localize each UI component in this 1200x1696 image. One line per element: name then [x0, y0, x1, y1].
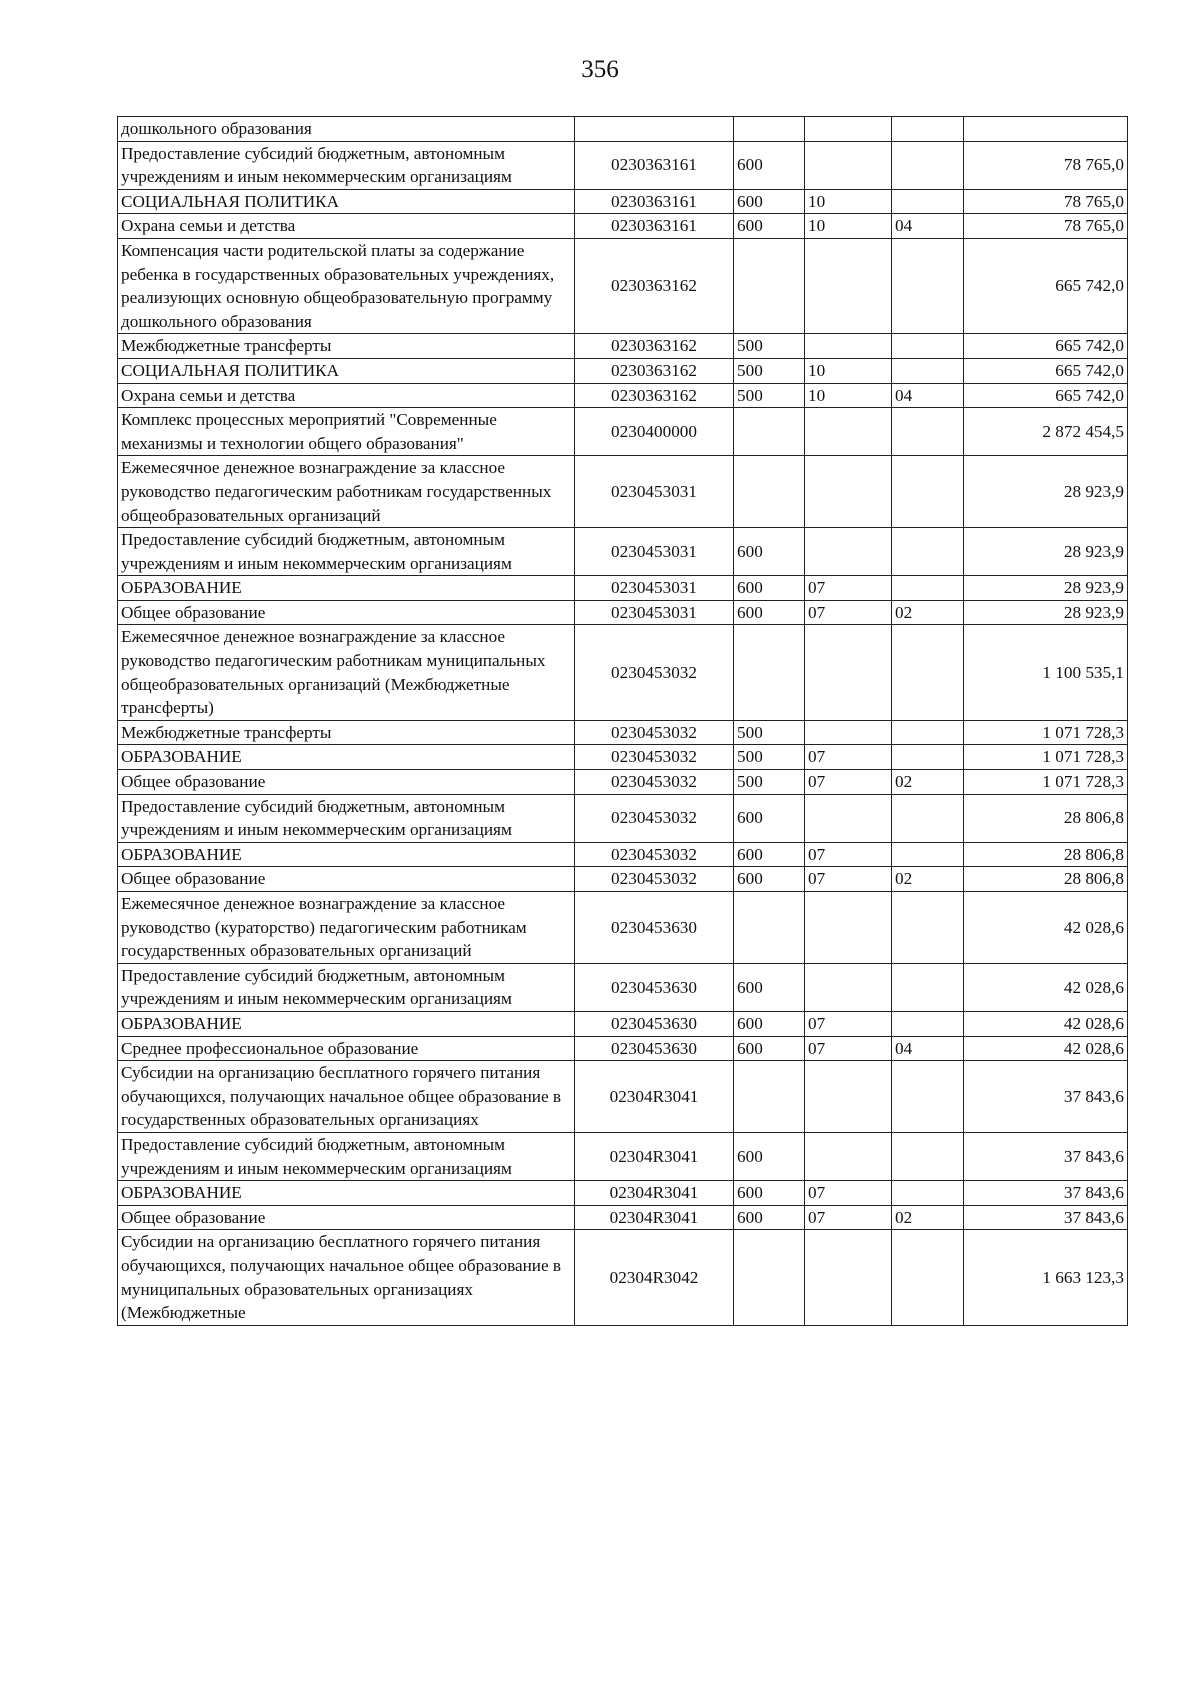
section-cell — [805, 1061, 892, 1133]
table-row — [118, 383, 1128, 408]
amount-cell — [964, 117, 1128, 142]
table-row — [118, 214, 1128, 239]
target-code-cell: 0230453032 — [575, 625, 734, 720]
section-cell: 07 — [805, 600, 892, 625]
table-row — [118, 794, 1128, 842]
row-name-cell: Субсидии на организацию бесплатного горячего питания обучающихся, получающих начальное общее образование в муниципальных образовательных организациях (Межбюджетные — [118, 1230, 575, 1325]
expense-type-cell: 600 — [734, 1011, 805, 1036]
expense-type-cell: 600 — [734, 842, 805, 867]
subsection-cell — [892, 358, 964, 383]
subsection-cell — [892, 334, 964, 359]
table-row — [118, 576, 1128, 601]
section-cell: 10 — [805, 189, 892, 214]
section-cell — [805, 528, 892, 576]
subsection-cell — [892, 189, 964, 214]
subsection-cell — [892, 576, 964, 601]
amount-cell: 37 843,6 — [964, 1061, 1128, 1133]
expense-type-cell: 600 — [734, 528, 805, 576]
section-cell: 07 — [805, 1205, 892, 1230]
expense-type-cell: 600 — [734, 1132, 805, 1180]
target-code-cell: 0230453031 — [575, 528, 734, 576]
section-cell: 10 — [805, 358, 892, 383]
table-row — [118, 720, 1128, 745]
amount-cell: 37 843,6 — [964, 1132, 1128, 1180]
subsection-cell — [892, 745, 964, 770]
row-name-cell: Предоставление субсидий бюджетным, автономным учреждениям и иным некоммерческим организациям — [118, 528, 575, 576]
section-cell — [805, 892, 892, 964]
expense-type-cell: 500 — [734, 334, 805, 359]
section-cell — [805, 963, 892, 1011]
expense-type-cell: 600 — [734, 1205, 805, 1230]
row-name-cell: Охрана семьи и детства — [118, 214, 575, 239]
target-code-cell: 0230363161 — [575, 141, 734, 189]
table-row — [118, 770, 1128, 795]
row-name-cell: Субсидии на организацию бесплатного горячего питания обучающихся, получающих начальное общее образование в государственных образовательных организациях — [118, 1061, 575, 1133]
subsection-cell — [892, 1061, 964, 1133]
row-name-cell: Ежемесячное денежное вознаграждение за классное руководство педагогическим работникам государственных общеобразовательных организаций — [118, 456, 575, 528]
amount-cell: 28 806,8 — [964, 867, 1128, 892]
amount-cell: 28 806,8 — [964, 842, 1128, 867]
table-row — [118, 117, 1128, 142]
subsection-cell — [892, 963, 964, 1011]
target-code-cell: 0230400000 — [575, 408, 734, 456]
target-code-cell: 0230453630 — [575, 1036, 734, 1061]
subsection-cell — [892, 842, 964, 867]
row-name-cell: Ежемесячное денежное вознаграждение за классное руководство педагогическим работникам муниципальных общеобразовательных организаций (Межбюджетные трансферты) — [118, 625, 575, 720]
target-code-cell: 0230363162 — [575, 383, 734, 408]
expense-type-cell — [734, 238, 805, 333]
expense-type-cell: 600 — [734, 867, 805, 892]
subsection-cell — [892, 794, 964, 842]
subsection-cell: 02 — [892, 600, 964, 625]
amount-cell: 28 923,9 — [964, 528, 1128, 576]
subsection-cell: 04 — [892, 1036, 964, 1061]
amount-cell: 665 742,0 — [964, 383, 1128, 408]
subsection-cell — [892, 720, 964, 745]
target-code-cell: 0230363161 — [575, 214, 734, 239]
section-cell: 07 — [805, 1036, 892, 1061]
subsection-cell — [892, 238, 964, 333]
expense-type-cell — [734, 625, 805, 720]
expense-type-cell: 500 — [734, 720, 805, 745]
table-row — [118, 745, 1128, 770]
section-cell: 07 — [805, 842, 892, 867]
amount-cell: 1 071 728,3 — [964, 770, 1128, 795]
table-row — [118, 408, 1128, 456]
target-code-cell — [575, 117, 734, 142]
expense-type-cell: 600 — [734, 1181, 805, 1206]
table-row — [118, 189, 1128, 214]
table-row — [118, 600, 1128, 625]
expense-type-cell — [734, 456, 805, 528]
section-cell — [805, 117, 892, 142]
table-row — [118, 1230, 1128, 1325]
amount-cell: 28 806,8 — [964, 794, 1128, 842]
target-code-cell: 0230453031 — [575, 576, 734, 601]
expense-type-cell — [734, 1061, 805, 1133]
section-cell: 07 — [805, 1181, 892, 1206]
expense-type-cell — [734, 892, 805, 964]
expense-type-cell — [734, 117, 805, 142]
expense-type-cell — [734, 1230, 805, 1325]
row-name-cell: ОБРАЗОВАНИЕ — [118, 576, 575, 601]
section-cell — [805, 141, 892, 189]
target-code-cell: 0230363162 — [575, 238, 734, 333]
amount-cell: 2 872 454,5 — [964, 408, 1128, 456]
amount-cell: 1 100 535,1 — [964, 625, 1128, 720]
target-code-cell: 0230453031 — [575, 456, 734, 528]
amount-cell: 37 843,6 — [964, 1205, 1128, 1230]
table-row — [118, 1205, 1128, 1230]
section-cell: 07 — [805, 576, 892, 601]
expense-type-cell — [734, 408, 805, 456]
row-name-cell: дошкольного образования — [118, 117, 575, 142]
subsection-cell — [892, 892, 964, 964]
amount-cell: 42 028,6 — [964, 1036, 1128, 1061]
target-code-cell: 02304R3041 — [575, 1132, 734, 1180]
amount-cell: 665 742,0 — [964, 334, 1128, 359]
expense-type-cell: 600 — [734, 141, 805, 189]
subsection-cell: 02 — [892, 770, 964, 795]
table-row — [118, 963, 1128, 1011]
target-code-cell: 0230453032 — [575, 770, 734, 795]
table-row — [118, 238, 1128, 333]
expense-type-cell: 500 — [734, 358, 805, 383]
row-name-cell: Общее образование — [118, 600, 575, 625]
amount-cell: 42 028,6 — [964, 892, 1128, 964]
subsection-cell: 04 — [892, 214, 964, 239]
target-code-cell: 0230453630 — [575, 892, 734, 964]
target-code-cell: 0230453032 — [575, 842, 734, 867]
expense-type-cell: 500 — [734, 383, 805, 408]
subsection-cell — [892, 528, 964, 576]
section-cell — [805, 1230, 892, 1325]
table-row — [118, 1181, 1128, 1206]
table-row — [118, 892, 1128, 964]
subsection-cell — [892, 117, 964, 142]
row-name-cell: Общее образование — [118, 1205, 575, 1230]
expense-type-cell: 600 — [734, 963, 805, 1011]
amount-cell: 42 028,6 — [964, 1011, 1128, 1036]
section-cell — [805, 334, 892, 359]
amount-cell: 1 071 728,3 — [964, 720, 1128, 745]
row-name-cell: Межбюджетные трансферты — [118, 720, 575, 745]
amount-cell: 665 742,0 — [964, 238, 1128, 333]
target-code-cell: 0230453032 — [575, 867, 734, 892]
budget-table-body — [118, 117, 1128, 1326]
amount-cell: 78 765,0 — [964, 214, 1128, 239]
amount-cell: 42 028,6 — [964, 963, 1128, 1011]
row-name-cell: Предоставление субсидий бюджетным, автономным учреждениям и иным некоммерческим организациям — [118, 141, 575, 189]
amount-cell: 78 765,0 — [964, 189, 1128, 214]
table-row — [118, 141, 1128, 189]
table-row — [118, 1011, 1128, 1036]
row-name-cell: ОБРАЗОВАНИЕ — [118, 842, 575, 867]
section-cell — [805, 1132, 892, 1180]
table-row — [118, 867, 1128, 892]
subsection-cell — [892, 1230, 964, 1325]
subsection-cell — [892, 1011, 964, 1036]
subsection-cell — [892, 1132, 964, 1180]
row-name-cell: СОЦИАЛЬНАЯ ПОЛИТИКА — [118, 189, 575, 214]
section-cell: 07 — [805, 745, 892, 770]
subsection-cell — [892, 625, 964, 720]
amount-cell: 78 765,0 — [964, 141, 1128, 189]
expense-type-cell: 500 — [734, 770, 805, 795]
page-number: 356 — [581, 56, 619, 83]
row-name-cell: Ежемесячное денежное вознаграждение за классное руководство (кураторство) педагогическим работникам государственных образовательных организаций — [118, 892, 575, 964]
subsection-cell — [892, 1181, 964, 1206]
row-name-cell: Предоставление субсидий бюджетным, автономным учреждениям и иным некоммерческим организациям — [118, 794, 575, 842]
table-row — [118, 528, 1128, 576]
amount-cell: 1 663 123,3 — [964, 1230, 1128, 1325]
subsection-cell — [892, 408, 964, 456]
section-cell: 07 — [805, 867, 892, 892]
row-name-cell: ОБРАЗОВАНИЕ — [118, 1011, 575, 1036]
amount-cell: 1 071 728,3 — [964, 745, 1128, 770]
expense-type-cell: 600 — [734, 1036, 805, 1061]
subsection-cell: 04 — [892, 383, 964, 408]
row-name-cell: Межбюджетные трансферты — [118, 334, 575, 359]
subsection-cell: 02 — [892, 867, 964, 892]
amount-cell: 28 923,9 — [964, 600, 1128, 625]
expense-type-cell: 600 — [734, 214, 805, 239]
row-name-cell: Среднее профессиональное образование — [118, 1036, 575, 1061]
row-name-cell: Предоставление субсидий бюджетным, автономным учреждениям и иным некоммерческим организациям — [118, 1132, 575, 1180]
section-cell: 07 — [805, 770, 892, 795]
subsection-cell — [892, 456, 964, 528]
amount-cell: 665 742,0 — [964, 358, 1128, 383]
section-cell — [805, 408, 892, 456]
row-name-cell: ОБРАЗОВАНИЕ — [118, 1181, 575, 1206]
row-name-cell: Компенсация части родительской платы за содержание ребенка в государственных образовательных учреждениях, реализующих основную общеобразовательную программу дошкольного образования — [118, 238, 575, 333]
table-row — [118, 1036, 1128, 1061]
target-code-cell: 0230453630 — [575, 1011, 734, 1036]
target-code-cell: 0230363161 — [575, 189, 734, 214]
section-cell — [805, 720, 892, 745]
table-row — [118, 358, 1128, 383]
table-row — [118, 1061, 1128, 1133]
row-name-cell: Общее образование — [118, 770, 575, 795]
table-row — [118, 1132, 1128, 1180]
target-code-cell: 0230453031 — [575, 600, 734, 625]
table-row — [118, 842, 1128, 867]
section-cell: 10 — [805, 383, 892, 408]
row-name-cell: Предоставление субсидий бюджетным, автономным учреждениям и иным некоммерческим организациям — [118, 963, 575, 1011]
row-name-cell: Охрана семьи и детства — [118, 383, 575, 408]
target-code-cell: 0230453630 — [575, 963, 734, 1011]
amount-cell: 37 843,6 — [964, 1181, 1128, 1206]
section-cell: 07 — [805, 1011, 892, 1036]
target-code-cell: 0230453032 — [575, 794, 734, 842]
target-code-cell: 0230363162 — [575, 334, 734, 359]
row-name-cell: ОБРАЗОВАНИЕ — [118, 745, 575, 770]
expense-type-cell: 500 — [734, 745, 805, 770]
target-code-cell: 02304R3041 — [575, 1061, 734, 1133]
budget-table — [117, 116, 1128, 1326]
subsection-cell — [892, 141, 964, 189]
amount-cell: 28 923,9 — [964, 576, 1128, 601]
section-cell — [805, 794, 892, 842]
row-name-cell: СОЦИАЛЬНАЯ ПОЛИТИКА — [118, 358, 575, 383]
expense-type-cell: 600 — [734, 189, 805, 214]
target-code-cell: 02304R3041 — [575, 1181, 734, 1206]
section-cell — [805, 625, 892, 720]
expense-type-cell: 600 — [734, 794, 805, 842]
target-code-cell: 02304R3042 — [575, 1230, 734, 1325]
subsection-cell: 02 — [892, 1205, 964, 1230]
section-cell — [805, 456, 892, 528]
section-cell: 10 — [805, 214, 892, 239]
target-code-cell: 02304R3041 — [575, 1205, 734, 1230]
expense-type-cell: 600 — [734, 576, 805, 601]
amount-cell: 28 923,9 — [964, 456, 1128, 528]
row-name-cell: Комплекс процессных мероприятий "Современные механизмы и технологии общего образования" — [118, 408, 575, 456]
table-row — [118, 625, 1128, 720]
table-row — [118, 456, 1128, 528]
row-name-cell: Общее образование — [118, 867, 575, 892]
expense-type-cell: 600 — [734, 600, 805, 625]
section-cell — [805, 238, 892, 333]
target-code-cell: 0230453032 — [575, 720, 734, 745]
table-row — [118, 334, 1128, 359]
target-code-cell: 0230363162 — [575, 358, 734, 383]
target-code-cell: 0230453032 — [575, 745, 734, 770]
